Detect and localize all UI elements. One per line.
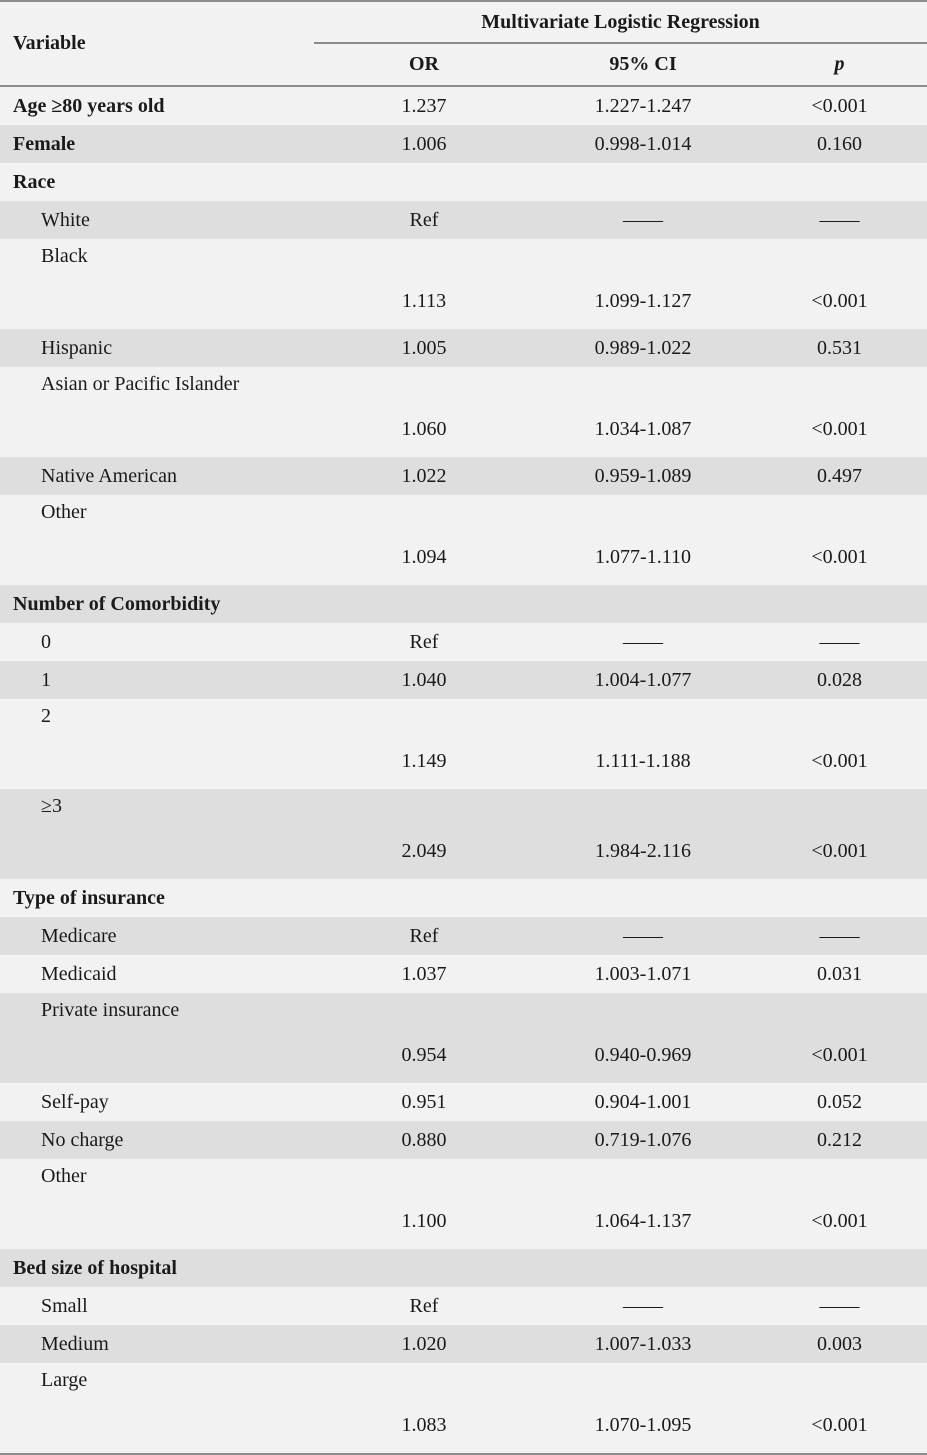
section-row-insurance (0, 879, 927, 917)
table-row (0, 1121, 927, 1159)
or-value: Ref (314, 623, 534, 661)
or-value: 0.880 (314, 1121, 534, 1159)
or-value: 0.951 (314, 1083, 534, 1121)
section-label: Bed size of hospital (0, 1249, 314, 1287)
or-value: 0.954 (314, 993, 534, 1083)
p-value: 0.003 (752, 1325, 927, 1363)
p-value: —— (752, 917, 927, 955)
row-label: Black (0, 239, 314, 329)
section-label: Number of Comorbidity (0, 585, 314, 623)
section-label: Race (0, 163, 314, 201)
row-label: White (0, 201, 314, 239)
ci-value: 1.007-1.033 (534, 1325, 752, 1363)
or-value (314, 585, 534, 623)
row-label: Medium (0, 1325, 314, 1363)
p-value (752, 163, 927, 201)
p-value (752, 879, 927, 917)
row-label: Small (0, 1287, 314, 1325)
row-label: ≥3 (0, 789, 314, 879)
column-header-ci: 95% CI (534, 43, 752, 86)
table-row (0, 125, 927, 163)
ci-value: 0.959-1.089 (534, 457, 752, 495)
p-value: 0.028 (752, 661, 927, 699)
p-value: 0.531 (752, 329, 927, 367)
table-row (0, 239, 927, 329)
p-value (752, 1249, 927, 1287)
or-value: 1.006 (314, 125, 534, 163)
or-value (314, 1249, 534, 1287)
row-label: Large (0, 1363, 314, 1454)
table-row (0, 789, 927, 879)
p-value: <0.001 (752, 495, 927, 585)
table-row (0, 1159, 927, 1249)
section-row-bed-size (0, 1249, 927, 1287)
table-row (0, 1083, 927, 1121)
ci-value: 1.034-1.087 (534, 367, 752, 457)
table-row (0, 1287, 927, 1325)
p-value: <0.001 (752, 1363, 927, 1454)
ci-value: —— (534, 917, 752, 955)
table-header (0, 1, 927, 86)
ci-value: —— (534, 1287, 752, 1325)
ci-value (534, 879, 752, 917)
p-value: 0.031 (752, 955, 927, 993)
table-row (0, 623, 927, 661)
row-label: Medicare (0, 917, 314, 955)
table-row (0, 201, 927, 239)
or-value: 1.037 (314, 955, 534, 993)
section-row-comorbidity (0, 585, 927, 623)
ci-value: 1.984-2.116 (534, 789, 752, 879)
ci-value: 1.064-1.137 (534, 1159, 752, 1249)
column-header-p: p (752, 43, 927, 86)
or-value: 1.100 (314, 1159, 534, 1249)
ci-value: 0.904-1.001 (534, 1083, 752, 1121)
row-label: No charge (0, 1121, 314, 1159)
p-value: 0.212 (752, 1121, 927, 1159)
ci-value: 1.111-1.188 (534, 699, 752, 789)
table-row (0, 457, 927, 495)
p-value: 0.052 (752, 1083, 927, 1121)
section-row-race (0, 163, 927, 201)
or-value: 1.040 (314, 661, 534, 699)
or-value: 1.005 (314, 329, 534, 367)
ci-value (534, 1249, 752, 1287)
or-value: 2.049 (314, 789, 534, 879)
or-value (314, 163, 534, 201)
p-value: —— (752, 201, 927, 239)
or-value: Ref (314, 1287, 534, 1325)
p-value: <0.001 (752, 789, 927, 879)
p-value: —— (752, 623, 927, 661)
p-value (752, 585, 927, 623)
p-value: —— (752, 1287, 927, 1325)
or-value: Ref (314, 201, 534, 239)
row-label: Private insurance (0, 993, 314, 1083)
or-value: 1.113 (314, 239, 534, 329)
section-label: Type of insurance (0, 879, 314, 917)
p-value: <0.001 (752, 367, 927, 457)
row-label: Hispanic (0, 329, 314, 367)
or-value: 1.094 (314, 495, 534, 585)
table-row (0, 367, 927, 457)
row-label: 0 (0, 623, 314, 661)
or-value (314, 879, 534, 917)
p-value: <0.001 (752, 993, 927, 1083)
ci-value (534, 163, 752, 201)
table-row (0, 86, 927, 125)
or-value: 1.020 (314, 1325, 534, 1363)
ci-value: —— (534, 623, 752, 661)
or-value: 1.083 (314, 1363, 534, 1454)
table-row (0, 699, 927, 789)
ci-value: 0.940-0.969 (534, 993, 752, 1083)
p-value: 0.160 (752, 125, 927, 163)
row-label: Age ≥80 years old (0, 86, 314, 125)
or-value: 1.022 (314, 457, 534, 495)
row-label: Medicaid (0, 955, 314, 993)
p-value: <0.001 (752, 699, 927, 789)
ci-value: 0.719-1.076 (534, 1121, 752, 1159)
or-value: Ref (314, 917, 534, 955)
table-row (0, 917, 927, 955)
row-label: Female (0, 125, 314, 163)
table-row (0, 1363, 927, 1454)
table-row (0, 661, 927, 699)
column-header-or: OR (314, 43, 534, 86)
column-group-header: Multivariate Logistic Regression (314, 1, 927, 43)
ci-value (534, 585, 752, 623)
column-header-variable: Variable (0, 1, 314, 86)
or-value: 1.149 (314, 699, 534, 789)
table-row (0, 993, 927, 1083)
row-label: Other (0, 495, 314, 585)
ci-value: 1.003-1.071 (534, 955, 752, 993)
or-value: 1.237 (314, 86, 534, 125)
row-label: 2 (0, 699, 314, 789)
row-label: Asian or Pacific Islander (0, 367, 314, 457)
or-value: 1.060 (314, 367, 534, 457)
row-label: 1 (0, 661, 314, 699)
ci-value: —— (534, 201, 752, 239)
p-value: <0.001 (752, 239, 927, 329)
p-value: <0.001 (752, 86, 927, 125)
p-value: <0.001 (752, 1159, 927, 1249)
row-label: Native American (0, 457, 314, 495)
table-row (0, 495, 927, 585)
table-row (0, 1325, 927, 1363)
ci-value: 1.070-1.095 (534, 1363, 752, 1454)
row-label: Other (0, 1159, 314, 1249)
p-value: 0.497 (752, 457, 927, 495)
ci-value: 1.004-1.077 (534, 661, 752, 699)
ci-value: 0.989-1.022 (534, 329, 752, 367)
ci-value: 1.077-1.110 (534, 495, 752, 585)
ci-value: 1.227-1.247 (534, 86, 752, 125)
ci-value: 1.099-1.127 (534, 239, 752, 329)
table-row (0, 329, 927, 367)
table-row (0, 955, 927, 993)
ci-value: 0.998-1.014 (534, 125, 752, 163)
row-label: Self-pay (0, 1083, 314, 1121)
